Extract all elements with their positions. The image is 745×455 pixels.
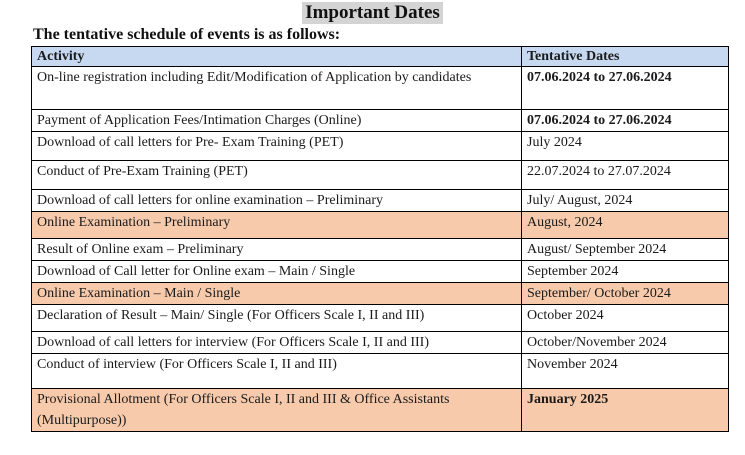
- table-row: [32, 239, 729, 261]
- table-row: [32, 132, 729, 161]
- table-row: [32, 261, 729, 283]
- header-dates: Tentative Dates: [522, 47, 729, 67]
- table-row: [32, 67, 729, 110]
- date-cell: July/ August, 2024: [522, 190, 729, 212]
- activity-cell: Download of call letters for Pre- Exam Training (PET): [32, 132, 522, 161]
- table-row: [32, 161, 729, 190]
- activity-cell: Declaration of Result – Main/ Single (For Officers Scale I, II and III): [32, 305, 522, 332]
- date-cell: 22.07.2024 to 27.07.2024: [522, 161, 729, 190]
- title-wrap: [0, 2, 745, 24]
- schedule-table: [31, 46, 729, 432]
- date-cell: August/ September 2024: [522, 239, 729, 261]
- table-row: [32, 190, 729, 212]
- table-row: [32, 283, 729, 305]
- page-title: Important Dates: [302, 2, 443, 24]
- table-row: [32, 354, 729, 389]
- activity-cell: Download of call letters for interview (For Officers Scale I, II and III): [32, 332, 522, 354]
- date-cell: July 2024: [522, 132, 729, 161]
- activity-cell: Online Examination – Preliminary: [32, 212, 522, 239]
- date-cell: 07.06.2024 to 27.06.2024: [522, 110, 729, 132]
- header-activity: Activity: [32, 47, 522, 67]
- table-row: [32, 212, 729, 239]
- date-cell: 07.06.2024 to 27.06.2024: [522, 67, 729, 110]
- activity-cell: On-line registration including Edit/Modification of Application by candidates: [32, 67, 522, 110]
- activity-cell: Download of call letters for online examination – Preliminary: [32, 190, 522, 212]
- date-cell: September 2024: [522, 261, 729, 283]
- header-row: [32, 47, 729, 67]
- subtitle: The tentative schedule of events is as follows:: [33, 26, 341, 43]
- date-cell: September/ October 2024: [522, 283, 729, 305]
- activity-cell: Online Examination – Main / Single: [32, 283, 522, 305]
- activity-cell: Provisional Allotment (For Officers Scale I, II and III & Office Assistants (Multipurpose)): [32, 389, 522, 432]
- date-cell: August, 2024: [522, 212, 729, 239]
- table-row: [32, 332, 729, 354]
- activity-cell: Conduct of interview (For Officers Scale I, II and III): [32, 354, 522, 389]
- date-cell: January 2025: [522, 389, 729, 432]
- table-row: [32, 110, 729, 132]
- activity-cell: Result of Online exam – Preliminary: [32, 239, 522, 261]
- date-cell: October/November 2024: [522, 332, 729, 354]
- activity-cell: Payment of Application Fees/Intimation Charges (Online): [32, 110, 522, 132]
- table-row: [32, 389, 729, 432]
- activity-cell: Conduct of Pre-Exam Training (PET): [32, 161, 522, 190]
- date-cell: October 2024: [522, 305, 729, 332]
- table-row: [32, 305, 729, 332]
- date-cell: November 2024: [522, 354, 729, 389]
- activity-cell: Download of Call letter for Online exam – Main / Single: [32, 261, 522, 283]
- schedule-body: [32, 67, 729, 432]
